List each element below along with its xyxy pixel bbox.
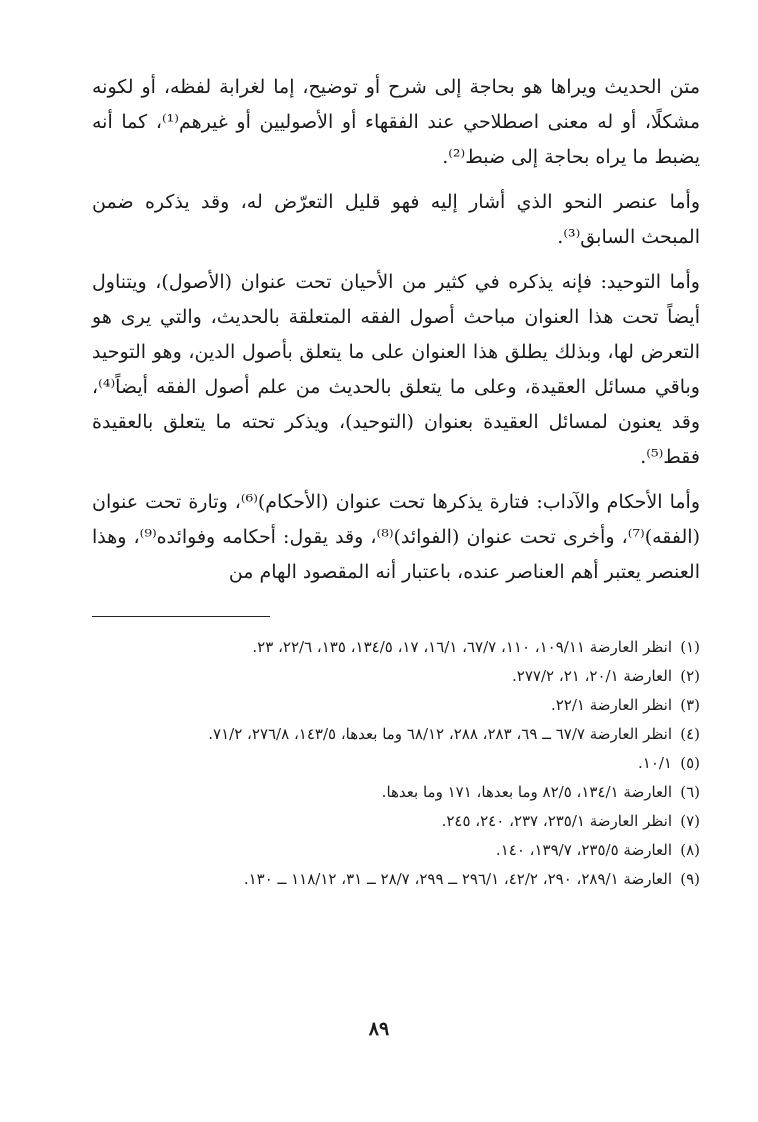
footnote-number: (٨) — [680, 841, 700, 859]
book-page — [92, 70, 700, 894]
footnote-number: (٧) — [680, 812, 700, 830]
footnote — [92, 865, 700, 894]
footnote-number: (٢) — [680, 667, 700, 685]
footnote-text: انظر العارضة ٦٧/٧ ــ ٦٩، ٢٨٣، ٢٨٨، ٦٨/١٢ وما بعدها، ١٤٣/٥، ٢٧٦/٨، ٧١/٢. — [208, 725, 672, 743]
body-paragraph: متن الحديث ويراها هو بحاجة إلى شرح أو توضيح، إما لغرابة لفظه، أو لكونه مشكلًا، أو له معنى اصطلاحي عند الفقهاء أو الأصوليين أو غيرهم⁽¹⁾، كما أنه يضبط ما يراه بحاجة إلى ضبط⁽²⁾. — [92, 76, 701, 168]
footnote — [92, 720, 700, 749]
footnote-text: العارضة ٢٠/١، ٢١، ٢٧٧/٢. — [512, 667, 672, 685]
footnote-number: (٥) — [680, 754, 700, 772]
footnote-text: انظر العارضة ٢٢/١. — [550, 696, 672, 714]
footnote-number: (٦) — [680, 783, 700, 801]
footnote-text: ١٠/١. — [637, 754, 672, 772]
footnotes-section — [92, 633, 700, 894]
footnote-text: العارضة ١٣٤/١، ٨٢/٥ وما بعدها، ١٧١ وما بعدها. — [381, 783, 672, 801]
body-paragraph: وأما الأحكام والآداب: فتارة يذكرها تحت عنوان (الأحكام)⁽⁶⁾، وتارة تحت عنوان (الفقه)⁽⁷⁾، وأخرى تحت عنوان (الفوائد)⁽⁸⁾، وقد يقول: أحكامه وفوائده⁽⁹⁾، وهذا العنصر يعتبر أهم العناصر عنده، باعتبار أنه المقصود الهام من — [92, 491, 700, 583]
footnote — [92, 633, 700, 662]
footnote — [92, 836, 700, 865]
footnote-text: العارضة ٢٣٥/٥، ١٣٩/٧، ١٤٠. — [495, 841, 672, 859]
footnote-number: (١) — [680, 638, 700, 656]
body-paragraph: وأما التوحيد: فإنه يذكره في كثير من الأحيان تحت عنوان (الأصول)، ويتناول أيضاً تحت هذا العنوان مباحث أصول الفقه المتعلقة بالحديث، والتي يرى هو التعرض لها، وبذلك يطلق هذا العنوان على ما يتعلق بأصول الدين، وهو التوحيد وباقي مسائل العقيدة، وعلى ما يتعلق بالحديث من علم أصول الفقه أيضاً⁽⁴⁾، وقد يعنون لمسائل العقيدة بعنوان (التوحيد)، ويذكر تحته ما يتعلق بالعقيدة فقط⁽⁵⁾. — [92, 271, 700, 468]
body-paragraph: وأما عنصر النحو الذي أشار إليه فهو قليل التعرّض له، وقد يذكره ضمن المبحث السابق⁽³⁾. — [92, 191, 700, 248]
footnote-text: انظر العارضة ١٠٩/١١، ١١٠، ٦٧/٧، ١٦/١، ١٧، ١٣٤/٥، ١٣٥، ٢٢/٦، ٢٣. — [252, 638, 672, 656]
footnote-divider — [92, 616, 270, 617]
footnote — [92, 807, 700, 836]
footnote — [92, 691, 700, 720]
footnote-text: العارضة ٢٨٩/١، ٢٩٠، ٤٢/٢، ٢٩٦/١ ــ ٢٩٩، ٢٨/٧ ــ ٣١، ١١٨/١٢ ــ ١٣٠. — [243, 870, 672, 888]
footnote-number: (٩) — [680, 870, 700, 888]
footnote-text: انظر العارضة ٢٣٥/١، ٢٣٧، ٢٤٠، ٢٤٥. — [441, 812, 672, 830]
footnote — [92, 778, 700, 807]
footnote-number: (٤) — [680, 725, 700, 743]
footnote-number: (٣) — [680, 696, 700, 714]
footnote — [92, 662, 700, 691]
page-number: ٨٩ — [368, 1018, 390, 1040]
footnote — [92, 749, 700, 778]
